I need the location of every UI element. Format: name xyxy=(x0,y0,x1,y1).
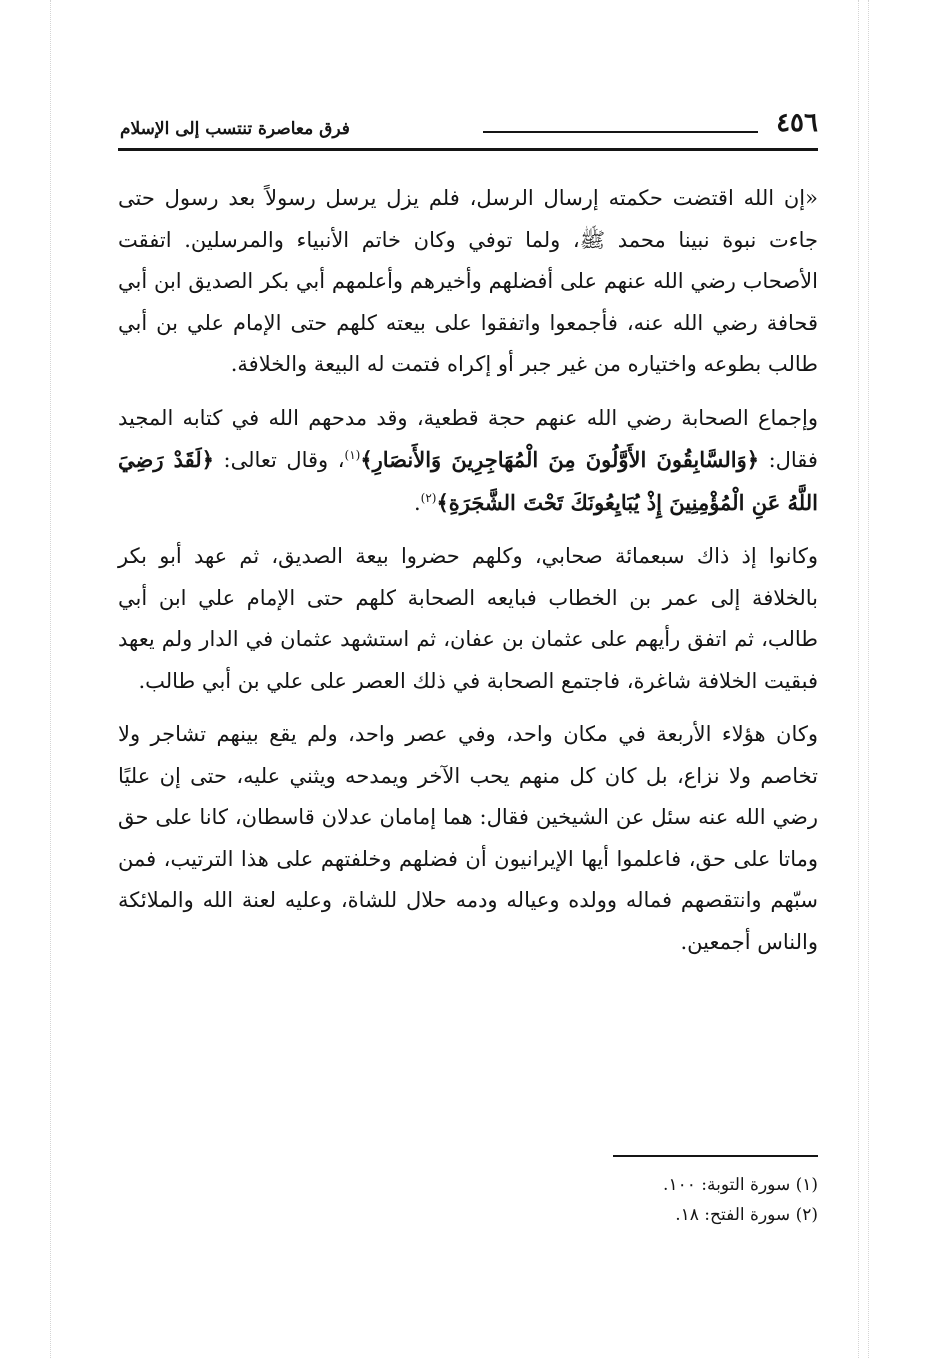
footnote-ref-1: (١) xyxy=(344,448,361,462)
footnote-1: (١) سورة التوبة: ١٠٠. xyxy=(663,1175,818,1195)
paragraph-2-intro: وإجماع الصحابة رضي الله عنهم حجة قطعية، وقد مدحهم الله في كتابه المجيد فقال: xyxy=(118,405,818,472)
scan-artifact-line xyxy=(50,0,51,1358)
paragraph-2-connector: ، وقال تعالى: xyxy=(223,448,345,472)
paragraph-4: وكان هؤلاء الأربعة في مكان واحد، وفي عصر واحد، ولم يقع بينهم تشاجر ولا تخاصم ولا نزاع، بل كان كل منهم يحب الآخر ويمدحه ويثني عليه، حتى إن عليًا رضي الله عنه سئل عن الشيخين فقال: هما إمامان عدلان قاسطان، كانا على حق وماتا على حق، فاعلموا أيها الإيرانيون أن فضلهم وخلفتهم على هذا الترتيب، فمن سبّهم وانتقصهم فماله وولده وعياله ودمه حلال للشاة، وعليه لعنة الله والملائكة والناس أجمعين. xyxy=(118,722,818,954)
footnote-ref-2: (٢) xyxy=(420,490,437,505)
quran-verse-2: ﴿لَقَدْ رَضِيَ اللَّهُ عَنِ الْمُؤْمِنِينَ إِذْ يُبَايِعُونَكَ تَحْتَ الشَّجَرَةِ﴾ xyxy=(118,447,818,515)
footnote-divider xyxy=(613,1155,818,1157)
page-header xyxy=(118,108,818,152)
paragraph-1: «إن الله اقتضت حكمته إرسال الرسل، فلم يزل يرسل رسولاً بعد رسول حتى جاءت نبوة نبينا محمد ﷺ، ولما توفي وكان خاتم الأنبياء والمرسلين. اتفقت الأصحاب رضي الله عنهم على أفضلهم وأخيرهم وأعلمهم أبي بكر الصديق ابن أبي قحافة رضي الله عنه، فأجمعوا واتفقوا على بيعته كلهم حتى الإمام علي بن أبي طالب بطوعه واختياره من غير جبر أو إكراه فتمت له البيعة والخلافة. xyxy=(118,186,818,376)
scan-artifact-line xyxy=(858,0,859,1358)
page-number: ٤٥٦ xyxy=(776,108,818,138)
quran-verse-1: ﴿وَالسَّابِقُونَ الأَوَّلُونَ مِنَ الْمُهَاجِرِينَ وَالأَنصَارِ﴾ xyxy=(360,447,760,472)
paragraph-2 xyxy=(118,398,818,525)
scan-artifact-line xyxy=(868,0,869,1358)
footnotes xyxy=(318,1170,818,1230)
running-title: فرق معاصرة تنتسب إلى الإسلام xyxy=(120,119,350,139)
header-title-rule xyxy=(483,131,758,133)
main-text xyxy=(118,178,818,975)
header-divider xyxy=(118,148,818,151)
paragraph-2-end: . xyxy=(413,490,421,515)
footnote-2: (٢) سورة الفتح: ١٨. xyxy=(675,1205,818,1225)
paragraph-3: وكانوا إذ ذاك سبعمائة صحابي، وكلهم حضروا بيعة الصديق، ثم عهد أبو بكر بالخلافة إلى عمر بن الخطاب فبايعه الصحابة كلهم حتى الإمام علي ابن أبي طالب، ثم اتفق رأيهم على عثمان بن عفان، ثم استشهد عثمان في الدار ولم يعهد فبقيت الخلافة شاغرة، فاجتمع الصحابة في ذلك العصر على علي بن أبي طالب. xyxy=(118,544,818,693)
